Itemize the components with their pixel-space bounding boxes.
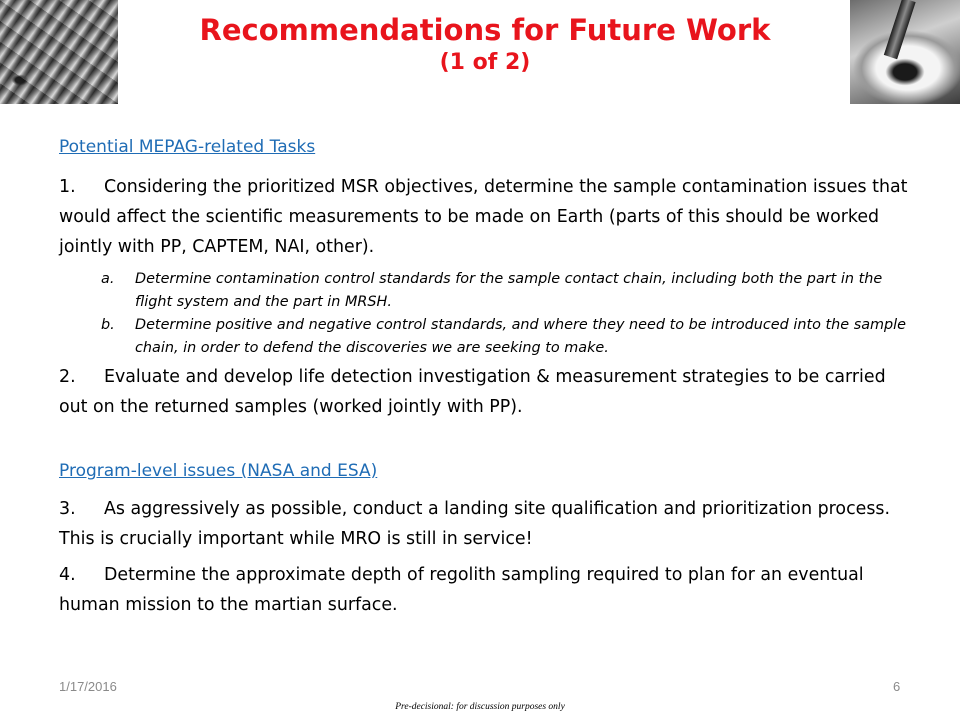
item-text: Evaluate and develop life detection investigation & measurement strategies to be carried out on the returned samples (worked jointly with PP). <box>59 367 886 417</box>
list-item-1 <box>59 172 917 262</box>
slide-title <box>130 12 840 78</box>
sub-item-b <box>101 314 917 360</box>
item-number: 2. <box>59 367 76 387</box>
item-text: Considering the prioritized MSR objectives, determine the sample contamination issues that would affect the scientific measurements to be made on Earth (parts of this should be worked jointly with PP, CAPTEM, NAI, other). <box>59 177 908 257</box>
item-text: As aggressively as possible, conduct a landing site qualification and prioritization process. This is crucially important while MRO is still in service! <box>59 499 890 549</box>
footer-page-number: 6 <box>893 679 901 694</box>
footer-disclaimer: Pre-decisional: for discussion purposes only <box>395 702 565 712</box>
sub-item-text: Determine contamination control standards for the sample contact chain, including both the part in the flight system and the part in MRSH. <box>135 271 883 310</box>
list-item-3 <box>59 494 917 554</box>
sub-item-text: Determine positive and negative control standards, and where they need to be introduced into the sample chain, in order to defend the discoveries we are seeking to make. <box>135 317 907 356</box>
title-line-sub: (1 of 2) <box>439 50 531 75</box>
mars-terrain-photo <box>0 0 118 104</box>
sub-item-a <box>101 268 917 314</box>
title-line-main: Recommendations for Future Work <box>199 13 771 47</box>
sample-container-photo <box>850 0 960 104</box>
sub-item-letter: a. <box>101 271 115 287</box>
item-number: 1. <box>59 177 76 197</box>
list-item-4 <box>59 560 917 620</box>
item-text: Determine the approximate depth of regolith sampling required to plan for an eventual human mission to the martian surface. <box>59 565 864 615</box>
item-number: 3. <box>59 499 76 519</box>
item-number: 4. <box>59 565 76 585</box>
sub-list <box>59 268 917 360</box>
section-heading-mepag[interactable]: Potential MEPAG-related Tasks <box>59 137 316 157</box>
footer-date: 1/17/2016 <box>59 679 117 694</box>
section-heading-program[interactable]: Program-level issues (NASA and ESA) <box>59 461 378 481</box>
sub-item-letter: b. <box>101 317 115 333</box>
list-item-2 <box>59 362 917 422</box>
slide-body <box>59 136 917 620</box>
